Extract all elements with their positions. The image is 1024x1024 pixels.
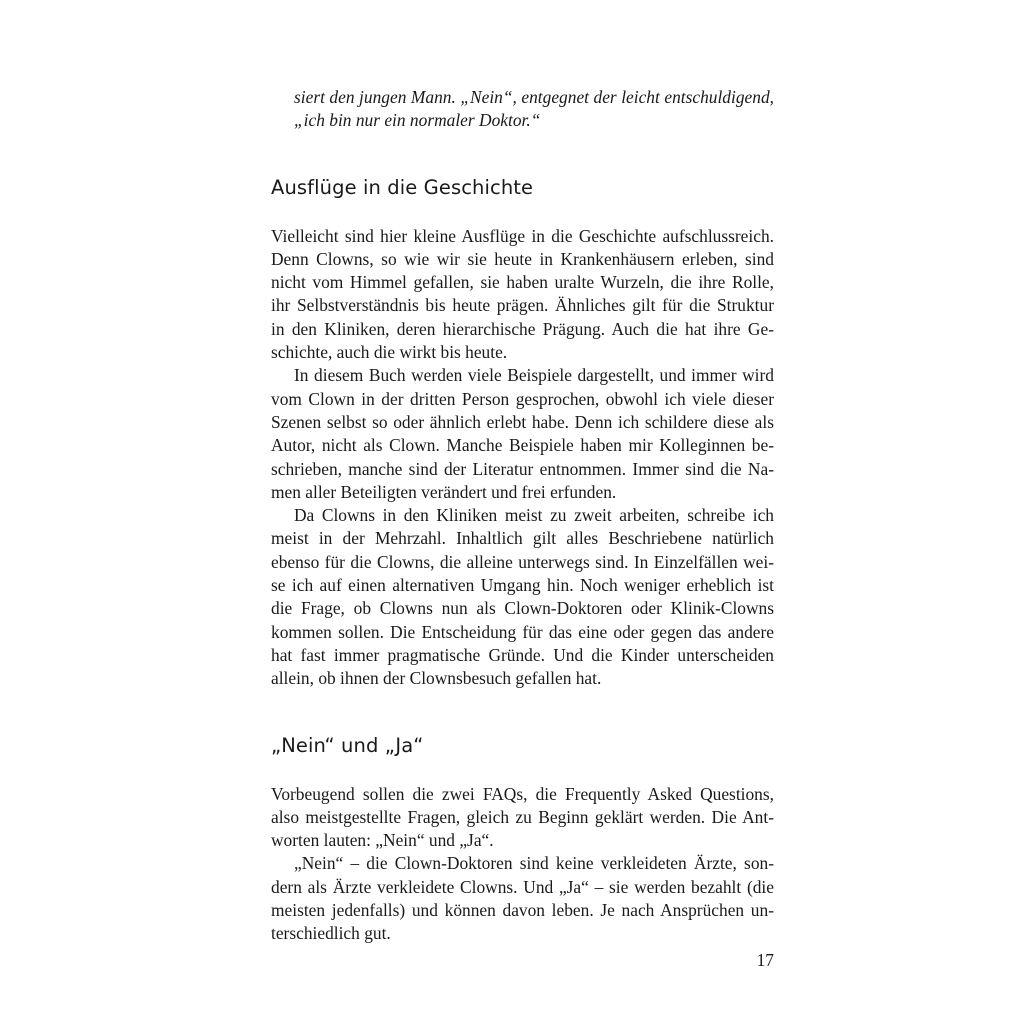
book-page	[271, 86, 774, 946]
text-line: siert den jungen Mann. „Nein“, entgegnet der leicht entschuldigend,	[294, 87, 774, 107]
paragraph	[271, 783, 774, 853]
text-line: „Nein“ – die Clown-Doktoren sind keine verkleideten Ärzte, son-	[294, 853, 774, 874]
text-line: Autor, nicht als Clown. Manche Beispiele haben mir Kolleginnen be-	[271, 435, 774, 456]
text-line: dern als Ärzte verkleidete Clowns. Und „Ja“ – sie werden bezahlt (die	[271, 876, 774, 897]
text-line: in den Kliniken, deren hierarchische Prägung. Auch die hat ihre Ge-	[271, 318, 774, 339]
text-line: Vielleicht sind hier kleine Ausflüge in die Geschichte aufschlussreich.	[271, 225, 774, 246]
page-number: 17	[756, 950, 774, 970]
intro-quote	[271, 86, 774, 133]
text-line: „ich bin nur ein normaler Doktor.“	[294, 110, 541, 131]
text-line: die Frage, ob Clowns nun als Clown-Doktoren oder Klinik-Clowns	[271, 598, 774, 619]
section-heading-nein-ja: „Nein“ und „Ja“	[271, 733, 424, 757]
text-line: also meistgestellte Fragen, gleich zu Beginn geklärt werden. Die Ant-	[271, 806, 774, 827]
text-line: Vorbeugend sollen die zwei FAQs, die Frequently Asked Questions,	[271, 783, 774, 804]
text-line: Da Clowns in den Kliniken meist zu zweit arbeiten, schreibe ich	[294, 505, 774, 526]
text-line: men aller Beteiligten verändert und frei erfunden.	[271, 481, 617, 502]
paragraph	[271, 364, 774, 504]
text-line: kommen sollen. Die Entscheidung für das eine oder gegen das andere	[271, 621, 774, 642]
text-line: se ich auf einen alternativen Umgang hin. Noch weniger erheblich ist	[271, 575, 774, 596]
text-line: allein, ob ihnen der Clownsbesuch gefallen hat.	[271, 668, 602, 689]
text-line: In diesem Buch werden viele Beispiele dargestellt, und immer wird	[294, 365, 774, 386]
text-line: schrieben, manche sind der Literatur entnommen. Immer sind die Na-	[271, 458, 774, 479]
paragraph	[271, 225, 774, 365]
text-line: nicht vom Himmel gefallen, sie haben uralte Wurzeln, die ihre Rolle,	[271, 272, 774, 293]
paragraph	[271, 504, 774, 690]
text-line: schichte, auch die wirkt bis heute.	[271, 342, 508, 363]
text-line: ihr Selbstverständnis bis heute prägen. Ähnliches gilt für die Struktur	[271, 295, 774, 316]
section-history-body	[271, 225, 774, 691]
text-line: worten lauten: „Nein“ und „Ja“.	[271, 830, 494, 851]
text-line: meisten jedenfalls) und können davon leben. Je nach Ansprüchen un-	[271, 900, 774, 921]
text-line: terschiedlich gut.	[271, 923, 391, 944]
text-line: hat fast immer pragmatische Gründe. Und die Kinder unterscheiden	[271, 644, 774, 665]
text-line: ebenso für die Clowns, die alleine unterwegs sind. In Einzelfällen wei-	[271, 551, 774, 572]
section-nein-ja-body	[271, 783, 774, 946]
text-line: meist in der Mehrzahl. Inhaltlich gilt alles Beschriebene natürlich	[271, 528, 774, 549]
section-heading-history: Ausflüge in die Geschichte	[271, 175, 534, 199]
text-line: Szenen selbst so oder ähnlich erlebt habe. Denn ich schildere diese als	[271, 411, 774, 432]
paragraph	[271, 852, 774, 945]
text-line: Denn Clowns, so wie wir sie heute in Krankenhäusern erleben, sind	[271, 248, 774, 269]
text-line: vom Clown in der dritten Person gesprochen, obwohl ich viele dieser	[271, 388, 774, 409]
